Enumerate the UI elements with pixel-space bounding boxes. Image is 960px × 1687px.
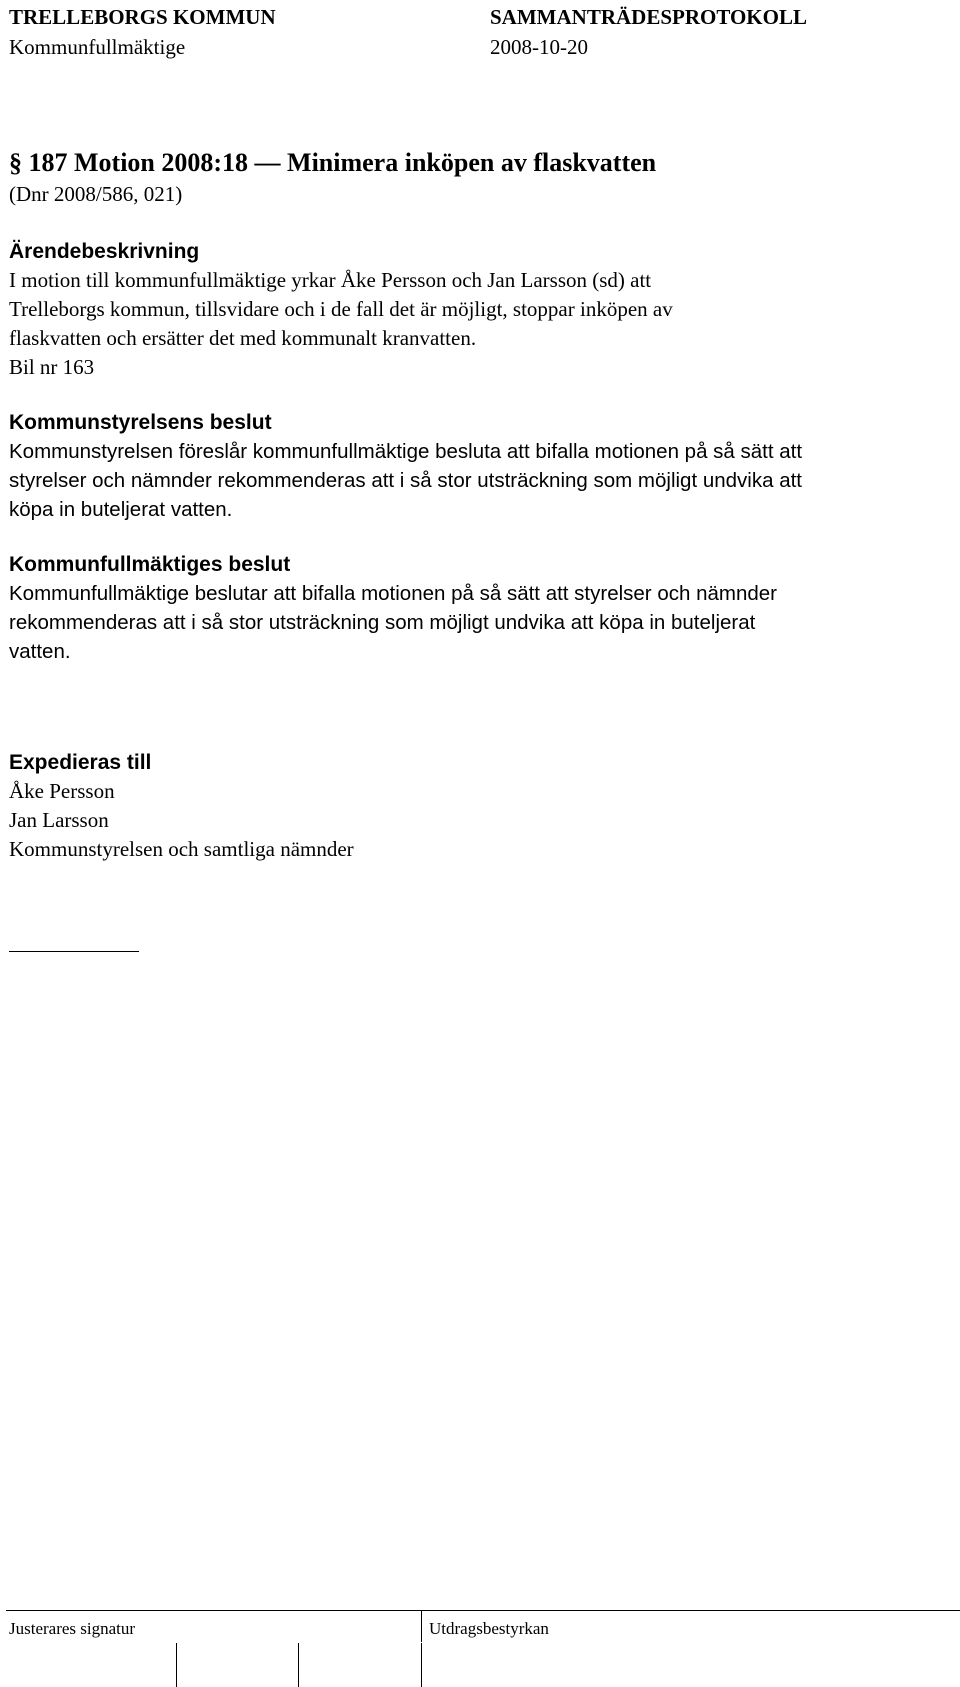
end-rule	[9, 951, 139, 952]
meeting-date: 2008-10-20	[490, 35, 588, 59]
ks-line-3: köpa in buteljerat vatten.	[9, 498, 233, 521]
kf-line-1: Kommunfullmäktige beslutar att bifalla motionen på så sätt att styrelser och nämnder	[9, 582, 777, 605]
arende-line-2: Trelleborgs kommun, tillsvidare och i de fall det är möjligt, stoppar inköpen av	[9, 297, 673, 321]
page-footer	[0, 1610, 960, 1687]
heading-arendebeskrivning: Ärendebeskrivning	[9, 240, 200, 263]
recipient-3: Kommunstyrelsen och samtliga nämnder	[9, 837, 354, 861]
item-title	[9, 146, 939, 180]
section-expedieras	[9, 748, 939, 864]
item-title-text: 187 Motion 2008:18 — Minimera inköpen av flaskvatten	[28, 148, 657, 177]
kf-line-3: vatten.	[9, 640, 71, 663]
document-header	[9, 2, 914, 64]
dnr-reference: (Dnr 2008/586, 021)	[9, 182, 183, 206]
footer-divider	[6, 1610, 960, 1611]
arende-line-1: I motion till kommunfullmäktige yrkar Åke Persson och Jan Larsson (sd) att	[9, 268, 652, 292]
ks-line-2: styrelser och nämnder rekommenderas att i så stor utsträckning som möjligt undvika att	[9, 469, 802, 492]
heading-ks-beslut: Kommunstyrelsens beslut	[9, 411, 272, 434]
header-row-2	[9, 32, 914, 63]
section-arendebeskrivning	[9, 237, 939, 382]
footer-column-divider	[421, 1610, 422, 1642]
heading-kf-beslut: Kommunfullmäktiges beslut	[9, 553, 291, 576]
attachment-reference: Bil nr 163	[9, 355, 95, 379]
extract-label: Utdragsbestyrkan	[429, 1619, 549, 1638]
kf-line-2: rekommenderas att i så stor utsträckning som möjligt undvika att köpa in buteljerat	[9, 611, 756, 634]
recipient-1: Åke Persson	[9, 779, 115, 803]
meeting-body: Kommunfullmäktige	[9, 35, 186, 59]
document-body	[9, 146, 939, 864]
document-type: SAMMANTRÄDESPROTOKOLL	[490, 5, 807, 29]
arende-line-3: flaskvatten och ersätter det med kommunalt kranvatten.	[9, 326, 477, 350]
municipality-name: TRELLEBORGS KOMMUN	[9, 5, 276, 29]
section-kf-beslut	[9, 550, 939, 666]
signature-box-divider-1	[176, 1643, 177, 1687]
signature-label: Justerares signatur	[9, 1619, 136, 1638]
signature-box-divider-3	[421, 1643, 422, 1687]
header-row-1	[9, 2, 914, 33]
section-symbol: §	[9, 148, 22, 177]
section-ks-beslut	[9, 408, 939, 524]
ks-line-1: Kommunstyrelsen föreslår kommunfullmäktige besluta att bifalla motionen på så sätt att	[9, 440, 803, 463]
heading-expedieras: Expedieras till	[9, 751, 152, 774]
signature-box-divider-2	[298, 1643, 299, 1687]
recipient-2: Jan Larsson	[9, 808, 109, 832]
